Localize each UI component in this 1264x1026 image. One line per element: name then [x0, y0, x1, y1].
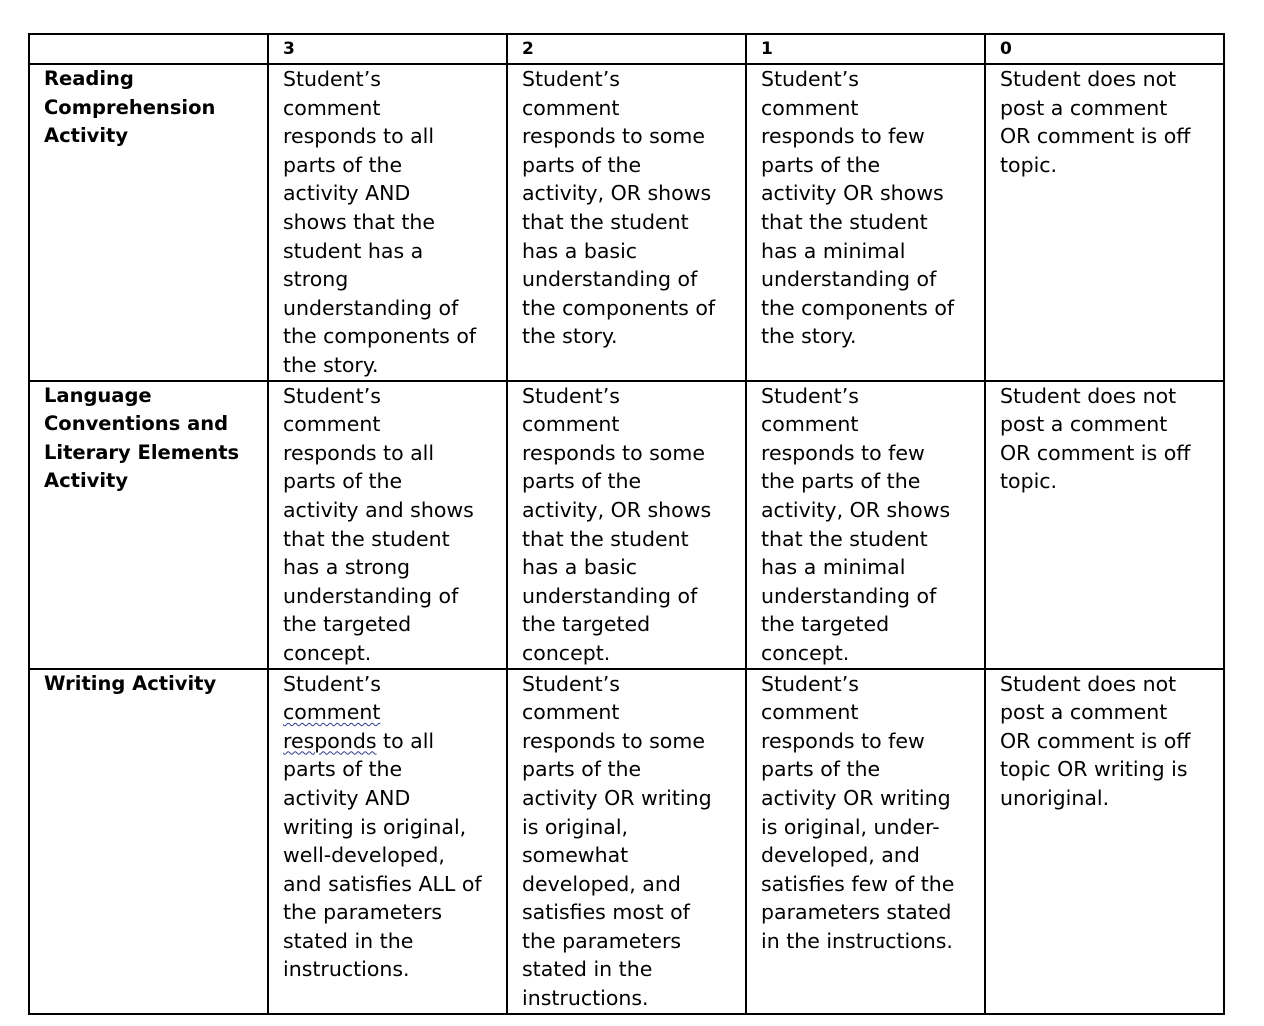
writing-score-3-line1: Student’s [283, 671, 381, 696]
header-corner-cell [29, 34, 268, 64]
language-conventions-row [29, 381, 1224, 669]
language-score-2-cell: Student’s comment responds to some parts of the activity, OR shows that the student has a basic understanding of the targeted concept. [507, 381, 746, 669]
language-score-3-cell: Student’s comment responds to all parts of the activity and shows that the student has a strong understanding of the targeted concept. [268, 381, 507, 669]
header-score-1: 1 [746, 34, 985, 64]
reading-score-0-cell: Student does not post a comment OR comment is off topic. [985, 64, 1224, 381]
header-row [29, 34, 1224, 64]
reading-score-3-cell: Student’s comment responds to all parts of the activity AND shows that the student has a strong understanding of the components of the story. [268, 64, 507, 381]
writing-score-3-cell [268, 669, 507, 1014]
header-score-2: 2 [507, 34, 746, 64]
criterion-reading-comprehension: Reading Comprehension Activity [29, 64, 268, 381]
language-score-0-cell: Student does not post a comment OR comment is off topic. [985, 381, 1224, 669]
writing-score-3-rest: parts of the activity AND writing is original, well-developed, and satisfies ALL of the parameters stated in the instructions. [283, 757, 482, 982]
writing-activity-row [29, 669, 1224, 1014]
language-score-1-cell: Student’s comment responds to few the parts of the activity, OR shows that the student has a minimal understanding of the targeted concept. [746, 381, 985, 669]
spellcheck-word-comment: comment [283, 700, 381, 725]
writing-score-1-cell: Student’s comment responds to few parts of the activity OR writing is original, under- developed, and satisfies few of the parameters stated in the instructions. [746, 669, 985, 1014]
reading-score-1-cell: Student’s comment responds to few parts of the activity OR shows that the student has a minimal understanding of the components of the story. [746, 64, 985, 381]
writing-score-3-line3-rest: to all [376, 728, 435, 753]
spellcheck-word-responds: responds [283, 728, 377, 753]
criterion-writing-activity: Writing Activity [29, 669, 268, 1014]
criterion-language-conventions: Language Conventions and Literary Elements Activity [29, 381, 268, 669]
writing-score-2-cell: Student’s comment responds to some parts of the activity OR writing is original, somewhat developed, and satisfies most of the parameters stated in the instructions. [507, 669, 746, 1014]
header-score-3: 3 [268, 34, 507, 64]
rubric-table [28, 33, 1225, 1015]
writing-score-0-cell: Student does not post a comment OR comment is off topic OR writing is unoriginal. [985, 669, 1224, 1014]
reading-score-2-cell: Student’s comment responds to some parts of the activity, OR shows that the student has a basic understanding of the components of the story. [507, 64, 746, 381]
reading-comprehension-row [29, 64, 1224, 381]
header-score-0: 0 [985, 34, 1224, 64]
